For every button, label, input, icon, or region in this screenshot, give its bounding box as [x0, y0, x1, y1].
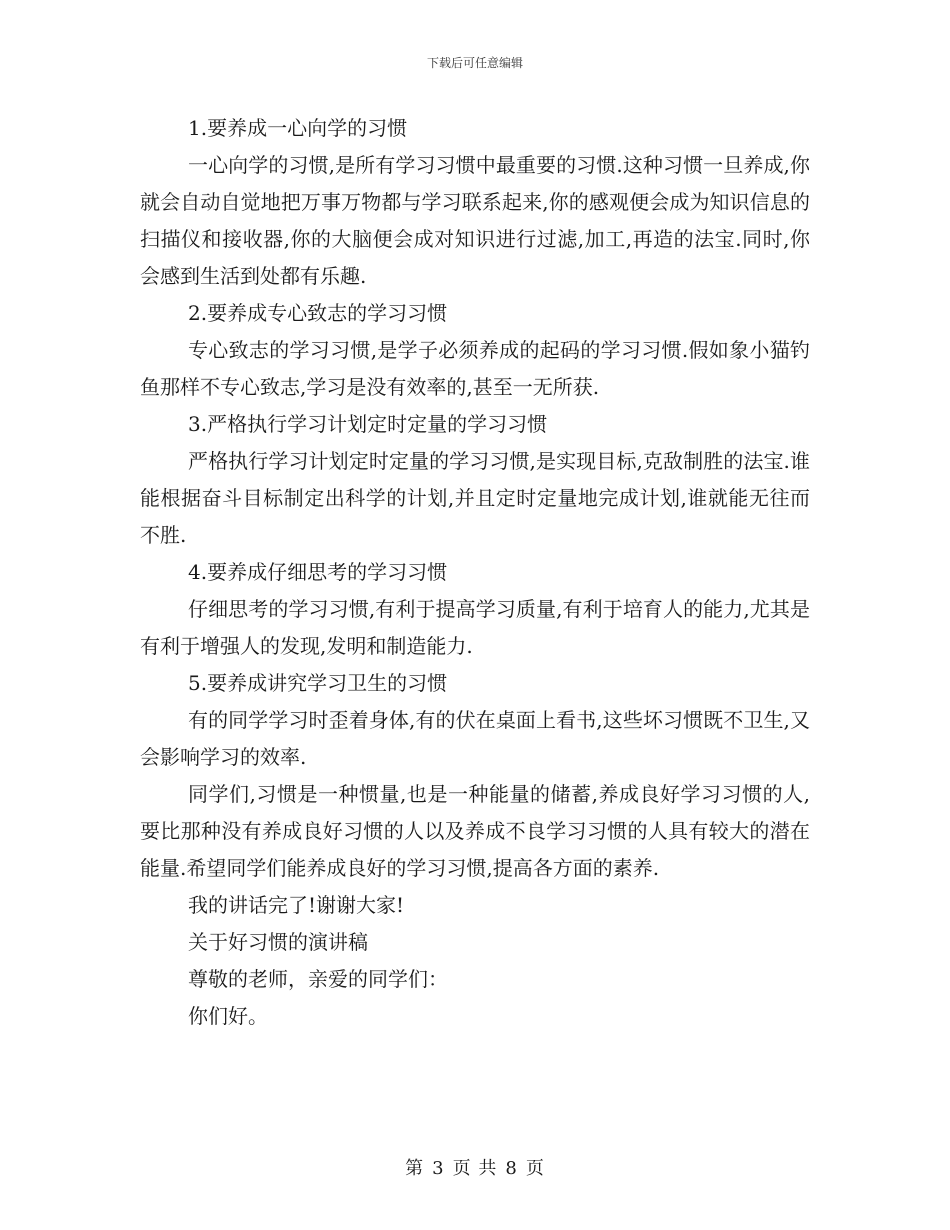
footer-current-page: 3: [432, 1158, 445, 1179]
speech-title: 关于好习惯的演讲稿: [188, 930, 368, 954]
greeting: 你们好。: [188, 1004, 268, 1028]
paragraph-habit-2: 专心致志的学习习惯,是学子必须养成的起码的学习习惯.假如象小猫钓鱼那样不专心致志,学习是没有效率的,甚至一无所获.: [140, 338, 810, 399]
footer-total-pages: 8: [505, 1158, 518, 1179]
closing-remark: 我的讲话完了!谢谢大家!: [188, 893, 405, 917]
heading-habit-3: 3.严格执行学习计划定时定量的学习习惯: [188, 412, 548, 436]
salutation: 尊敬的老师，亲爱的同学们：: [188, 967, 448, 991]
paragraph-habit-3: 严格执行学习计划定时定量的学习习惯,是实现目标,克敌制胜的法宝.谁能根据奋斗目标制定出科学的计划,并且定时定量地完成计划,谁就能无往而不胜.: [140, 449, 810, 547]
paragraph-habit-5: 有的同学学习时歪着身体,有的伏在桌面上看书,这些坏习惯既不卫生,又会影响学习的效率.: [140, 708, 810, 769]
heading-habit-2: 2.要养成专心致志的学习习惯: [188, 301, 448, 325]
heading-habit-5: 5.要养成讲究学习卫生的习惯: [188, 671, 448, 695]
page-footer: [0, 1154, 950, 1180]
footer-middle: 页 共: [452, 1158, 498, 1179]
paragraph-conclusion: 同学们,习惯是一种惯量,也是一种能量的储蓄,养成良好学习习惯的人,要比那种没有养成良好习惯的人以及养成不良学习习惯的人具有较大的潜在能量.希望同学们能养成良好的学习习惯,提高各方面的素养.: [140, 782, 810, 880]
heading-habit-4: 4.要养成仔细思考的学习习惯: [188, 560, 448, 584]
document-body: [140, 110, 810, 1035]
page-header: 下载后可任意编辑: [426, 56, 523, 70]
footer-suffix: 页: [525, 1158, 545, 1179]
paragraph-habit-1: 一心向学的习惯,是所有学习习惯中最重要的习惯.这种习惯一旦养成,你就会自动自觉地把万事万物都与学习联系起来,你的感观便会成为知识信息的扫描仪和接收器,你的大脑便会成对知识进行过滤,加工,再造的法宝.同时,你会感到生活到处都有乐趣.: [140, 153, 810, 288]
footer-prefix: 第: [405, 1158, 425, 1179]
paragraph-habit-4: 仔细思考的学习习惯,有利于提高学习质量,有利于培育人的能力,尤其是有利于增强人的发现,发明和制造能力.: [140, 597, 810, 658]
heading-habit-1: 1.要养成一心向学的习惯: [188, 116, 408, 140]
